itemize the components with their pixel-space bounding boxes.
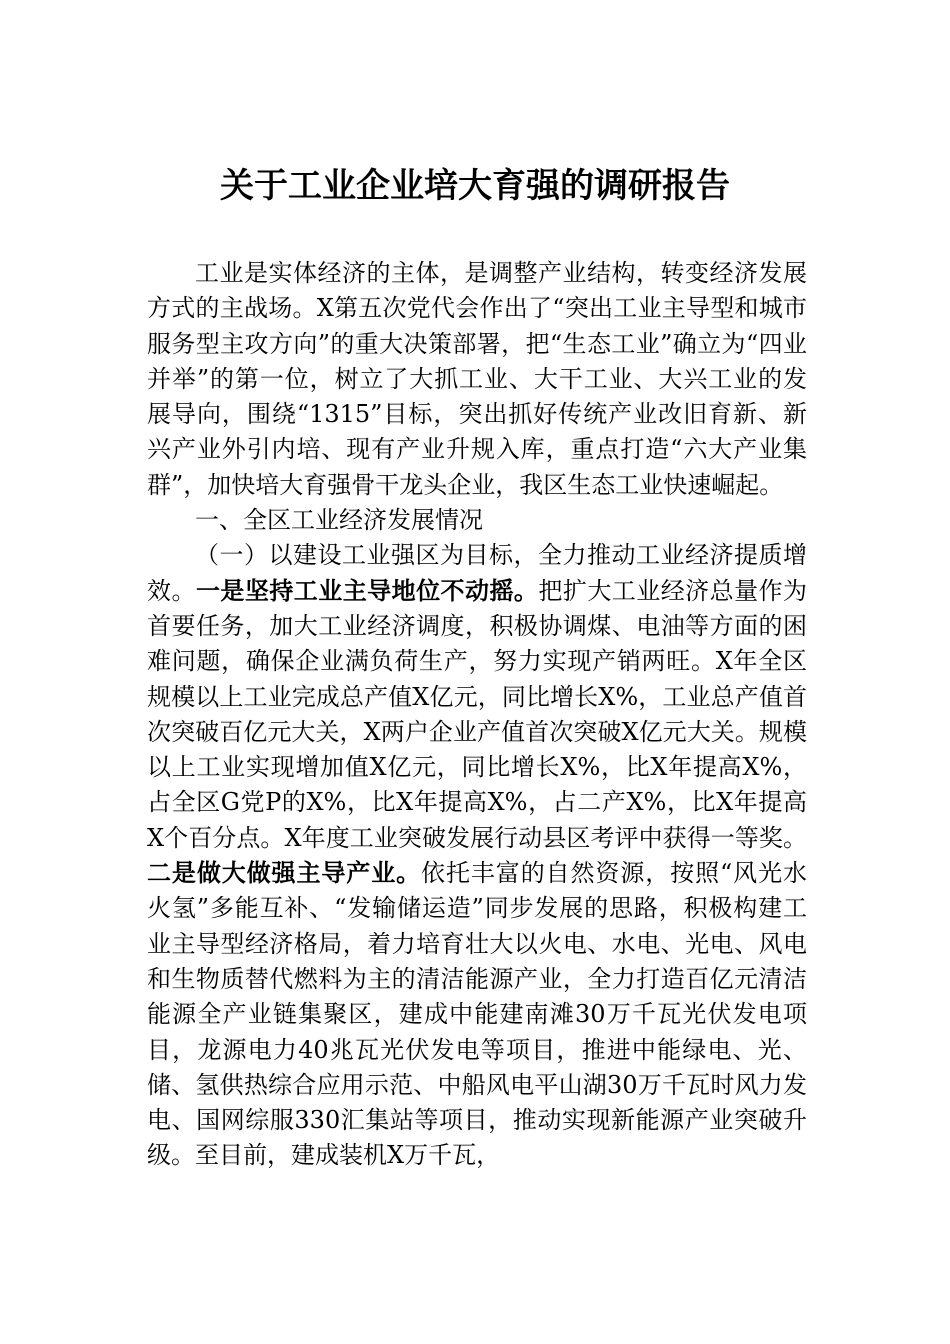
intro-paragraph: 工业是实体经济的主体，是调整产业结构，转变经济发展方式的主战场。X第五次党代会作出了“突出工业主导型和城市服务型主攻方向”的重大决策部署，把“生态工业”确立为“四业并举”的第一位，树立了大抓工业、大干工业、大兴工业的发展导向，围绕“1315”目标，突出抓好传统产业改旧育新、新兴产业外引内培、现有产业升规入库，重点打造“六大产业集群”，加快培大育强骨干龙头企业，我区生态工业快速崛起。: [147, 259, 807, 499]
section-1-paragraph: [147, 538, 807, 1173]
point-2-label: 二是做大做强主导产业。: [147, 859, 422, 888]
point-2-text: 依托丰富的自然资源，按照“风光水火氢”多能互补、“发输储运造”同步发展的思路，积极构建工业主导型经济格局，着力培育壮大以火电、水电、光电、风电和生物质替代燃料为主的清洁能源产业，全力打造百亿元清洁能源全产业链集聚区，建成中能建南滩30万千瓦光伏发电项目，龙源电力40兆瓦光伏发电等项目，推进中能绿电、光、储、氢供热综合应用示范、中船风电平山湖30万千瓦时风力发电、国网综服330汇集站等项目，推动实现新能源产业突破升级。至目前，建成装机X万千瓦，: [147, 859, 807, 1170]
document-body: [147, 256, 807, 1174]
point-1-text: 把扩大工业经济总量作为首要任务，加大工业经济调度，积极协调煤、电油等方面的困难问题，确保企业满负荷生产，努力实现产销两旺。X年全区规模以上工业完成总产值X亿元，同比增长X%，工业总产值首次突破百亿元大关，X两户企业产值首次突破X亿元大关。规模以上工业实现增加值X亿元，同比增长X%，比X年提高X%，占全区G党P的X%，比X年提高X%，占二产X%，比X年提高X个百分点。X年度工业突破发展行动县区考评中获得一等奖。: [147, 576, 808, 852]
document-title: 关于工业企业培大育强的调研报告: [220, 166, 730, 206]
point-1-label: 一是坚持工业主导地位不动摇。: [195, 576, 539, 605]
subsection-heading: （一）以建设工业强区为目标，全力推动工业经济提质增效。: [147, 541, 807, 605]
section-heading-1: 一、全区工业经济发展情况: [195, 506, 483, 535]
